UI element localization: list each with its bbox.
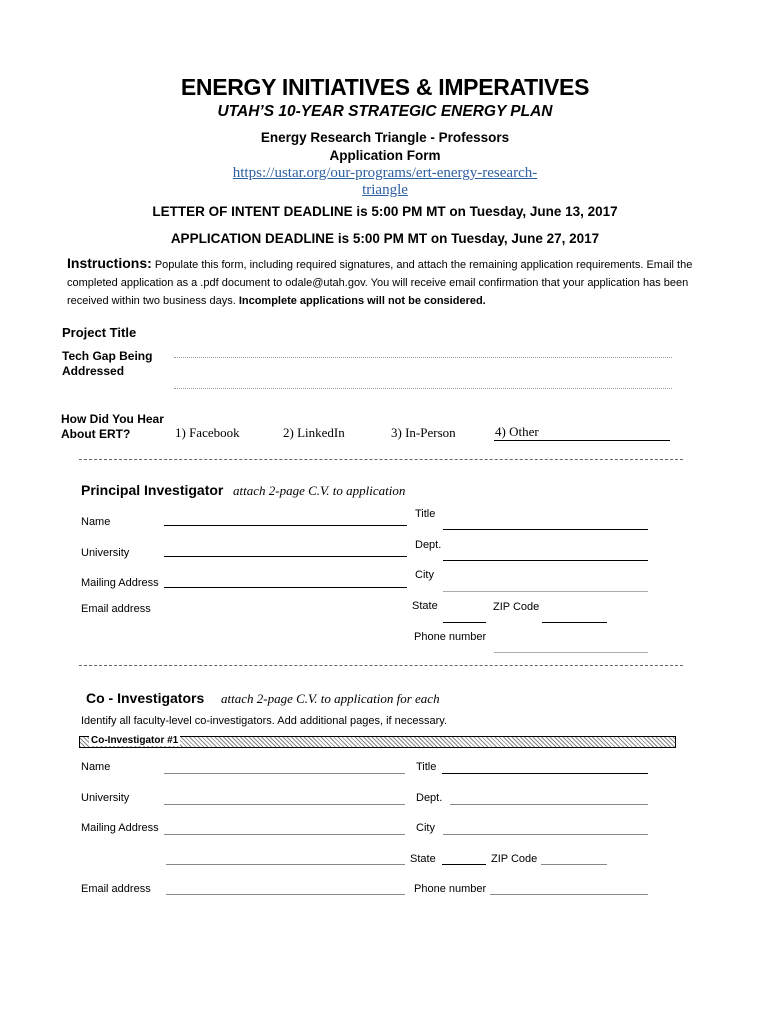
co-university-field[interactable] xyxy=(164,804,405,805)
option-facebook[interactable]: 1) Facebook xyxy=(175,425,240,440)
pi-zip-field[interactable] xyxy=(542,622,607,623)
pi-university-field[interactable] xyxy=(164,556,407,557)
co-email-label: Email address xyxy=(81,883,151,895)
tech-gap-label-2: Addressed xyxy=(62,364,125,378)
tech-gap-label-1: Tech Gap Being xyxy=(62,349,153,363)
program-link-line1[interactable]: https://ustar.org/our-programs/ert-energy-research- xyxy=(232,165,538,181)
pi-state-label: State xyxy=(412,600,438,612)
instructions-warning: Incomplete applications will not be considered. xyxy=(238,295,486,307)
section-divider xyxy=(79,459,683,460)
instructions-lead: Instructions: xyxy=(67,255,152,271)
pi-name-field[interactable] xyxy=(164,525,407,526)
co-city-label: City xyxy=(416,822,435,834)
co-heading: Co - Investigators xyxy=(86,690,205,706)
pi-dept-field[interactable] xyxy=(443,560,648,561)
co-identify-text: Identify all faculty-level co-investigators. Add additional pages, if necessary. xyxy=(81,715,448,727)
pi-title-label: Title xyxy=(415,508,436,520)
document-subtitle: UTAH’S 10-YEAR STRATEGIC ENERGY PLAN xyxy=(217,103,553,120)
document-title: ENERGY INITIATIVES & IMPERATIVES xyxy=(180,74,590,100)
co-name-label: Name xyxy=(81,761,111,773)
co-city-field[interactable] xyxy=(443,834,648,835)
pi-heading: Principal Investigator xyxy=(81,482,224,498)
co-zip-field[interactable] xyxy=(541,864,607,865)
co-email-field[interactable] xyxy=(166,894,405,895)
instructions-text: Populate this form, including required signatures, and attach the remaining application requirements. Email the completed application as a .pdf document to odale@utah.gov. You will receive email confirmation that your application has been received within two business days. xyxy=(67,259,693,307)
loi-deadline: LETTER OF INTENT DEADLINE is 5:00 PM MT on Tuesday, June 13, 2017 xyxy=(152,204,618,219)
hear-label-2: About ERT? xyxy=(61,427,131,441)
co-title-field[interactable] xyxy=(442,773,648,774)
pi-state-field[interactable] xyxy=(443,622,486,623)
pi-mailing-field[interactable] xyxy=(164,587,407,588)
co-name-field[interactable] xyxy=(164,773,405,774)
pi-note: attach 2-page C.V. to application xyxy=(233,483,406,498)
pi-dept-label: Dept. xyxy=(415,539,442,551)
co-phone-field[interactable] xyxy=(490,894,648,895)
co-state-field[interactable] xyxy=(442,864,486,865)
pi-title-field[interactable] xyxy=(443,529,648,530)
co-phone-label: Phone number xyxy=(414,883,487,895)
co-zip-label: ZIP Code xyxy=(491,853,538,865)
co-dept-field[interactable] xyxy=(450,804,648,805)
pi-phone-field[interactable] xyxy=(494,652,648,653)
instructions xyxy=(67,254,707,310)
section-divider-2 xyxy=(79,665,683,666)
option-in-person[interactable]: 3) In-Person xyxy=(391,425,456,440)
pi-phone-label: Phone number xyxy=(414,631,487,643)
co-title-label: Title xyxy=(416,761,437,773)
co-mailing-label: Mailing Address xyxy=(81,822,159,834)
hear-label-1: How Did You Hear xyxy=(61,412,164,426)
pi-email-label: Email address xyxy=(81,603,151,615)
option-linkedin[interactable]: 2) LinkedIn xyxy=(283,425,345,440)
co-university-label: University xyxy=(81,792,130,804)
option-other[interactable]: 4) Other xyxy=(495,424,539,439)
project-title-label: Project Title xyxy=(62,325,137,340)
pi-city-label: City xyxy=(415,569,434,581)
pi-mailing-label: Mailing Address xyxy=(81,577,159,589)
pi-city-field[interactable] xyxy=(443,591,648,592)
co-mailing-field[interactable] xyxy=(164,834,405,835)
pi-university-label: University xyxy=(81,547,130,559)
co-dept-label: Dept. xyxy=(416,792,443,804)
program-name: Energy Research Triangle - Professors xyxy=(260,130,510,145)
co-note: attach 2-page C.V. to application for each xyxy=(221,691,440,706)
co-investigator-bar-label: Co-Investigator #1 xyxy=(91,735,179,746)
pi-name-label: Name xyxy=(81,516,111,528)
tech-gap-field-line2[interactable] xyxy=(174,388,672,389)
tech-gap-field-line1[interactable] xyxy=(174,357,672,358)
other-field[interactable] xyxy=(494,440,670,441)
form-name: Application Form xyxy=(329,148,441,163)
application-deadline: APPLICATION DEADLINE is 5:00 PM MT on Tuesday, June 27, 2017 xyxy=(170,231,600,246)
pi-zip-label: ZIP Code xyxy=(493,601,540,613)
program-link-line2[interactable]: triangle xyxy=(362,182,408,198)
co-state-label: State xyxy=(410,853,436,865)
co-address-line2-field[interactable] xyxy=(166,864,405,865)
